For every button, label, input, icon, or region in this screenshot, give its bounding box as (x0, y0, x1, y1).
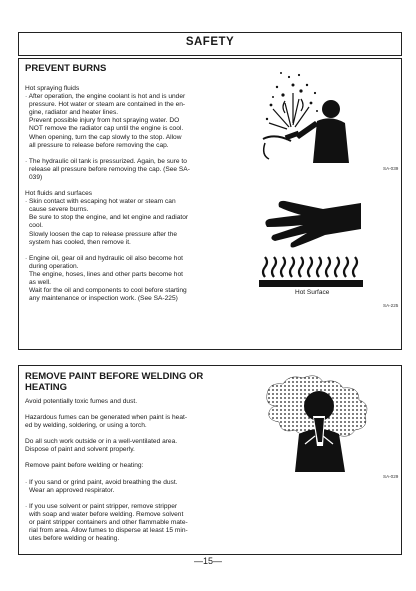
hot-surface-icon (259, 255, 369, 289)
text-line: Slowly loosen the cap to release pressure after the (29, 230, 178, 238)
text-line: any maintenance or inspection work. (See SA-225) (29, 295, 178, 303)
text-line: Wear an approved respirator. (29, 486, 115, 494)
text-line: Prevent possible injury from hot spraying water. DO (29, 117, 180, 125)
text-line: as well. (29, 278, 51, 286)
text-line: · Engine oil, gear oil and hydraulic oil also become hot (25, 254, 183, 262)
burns-text (25, 85, 225, 303)
text-line: Hazardous fumes can be generated when paint is heat- (25, 414, 188, 422)
text-line: Do all such work outside or in a well-ventilated area. (25, 438, 178, 446)
hand-icon (263, 195, 363, 251)
text-line: · If you sand or grind paint, avoid breathing the dust. (25, 478, 178, 486)
prevent-burns-section (18, 58, 402, 350)
header-title: SAFETY (185, 36, 235, 48)
text-line: or paint stripper containers and other flammable mate- (29, 518, 188, 526)
text-line: during operation. (29, 262, 79, 270)
text-line: 039) (29, 173, 43, 181)
text-line: utes before welding or heating. (29, 535, 120, 543)
text-line: Wait for the oil and components to cool before starting (29, 287, 187, 295)
figure-code: SA-225 (383, 303, 399, 308)
hot-surface-caption: Hot Surface (295, 289, 330, 296)
text-line: Be sure to stop the engine, and let engine and radiator (29, 214, 189, 222)
text-line: Remove paint before welding or heating: (25, 462, 144, 470)
text-line: release all pressure before removing the cap. (See SA- (29, 165, 190, 173)
remove-paint-section (18, 365, 402, 555)
text-line: · If you use solvent or paint stripper, remove stripper (25, 502, 178, 510)
text-line: · Skin contact with escaping hot water or steam can (25, 198, 176, 206)
text-line: ed by welding, soldering, or using a torch. (25, 422, 147, 430)
text-line: NOT remove the radiator cap until the engine is cool. (29, 125, 184, 133)
text-line: · The hydraulic oil tank is pressurized. Again, be sure to (25, 157, 187, 165)
title-line: REMOVE PAINT BEFORE WELDING OR (25, 371, 204, 382)
text-line: cause severe burns. (29, 206, 89, 214)
text-line: gine, radiator and heater lines. (29, 109, 119, 117)
toxic-fumes-icon (259, 372, 375, 472)
text-line: with soap and water before welding. Remove solvent (29, 510, 184, 518)
text-line: Avoid potentially toxic fumes and dust. (25, 398, 138, 405)
paint-text (25, 398, 225, 543)
section-title: PREVENT BURNS (25, 63, 107, 74)
text-line: rial from area. Allow fumes to disperse at least 15 min- (29, 527, 188, 535)
section-header (18, 32, 402, 56)
text-line: all pressure to release before removing the cap. (29, 141, 169, 149)
text-line: pressure. Hot water or steam are contained in the en- (29, 101, 186, 109)
text-line: The engine, hoses, lines and other parts become hot (29, 270, 183, 278)
subheading-hot-fluids: Hot fluids and surfaces (25, 190, 93, 198)
figure-code: SA-029 (383, 474, 399, 479)
text-line: · After operation, the engine coolant is hot and is under (25, 93, 186, 101)
figure-code: SA-039 (383, 166, 399, 171)
section-title (25, 371, 245, 393)
title-line: HEATING (25, 382, 68, 393)
text-line: cool. (29, 222, 43, 230)
subheading-hot-spraying-fluids: Hot spraying fluids (25, 85, 80, 92)
page-number: —15— (193, 556, 222, 566)
text-line: system has cooled, then remove it. (29, 238, 131, 246)
radiator-steam-burn-icon (255, 63, 355, 163)
text-line: Dispose of paint and solvent properly. (25, 446, 135, 454)
text-line: When opening, turn the cap slowly to the stop. Allow (29, 133, 182, 141)
